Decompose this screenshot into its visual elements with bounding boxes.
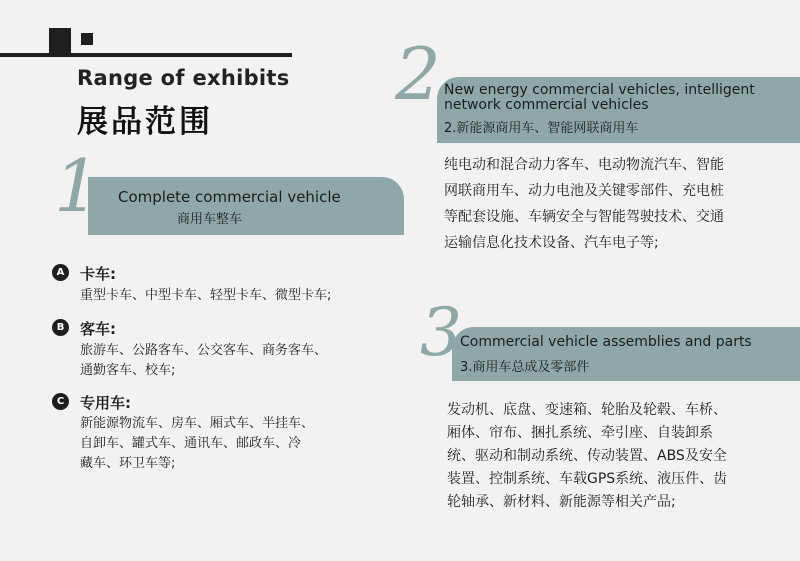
page-title-cn: 展品范围	[77, 104, 213, 140]
section2-body	[444, 152, 794, 256]
section2-title-cn: 2.新能源商用车、智能网联商用车	[444, 121, 639, 136]
header-rule	[0, 53, 292, 57]
text-line: 新能源物流车、房车、厢式车、半挂车、	[80, 416, 315, 431]
category-title-special-vehicle: 专用车:	[80, 394, 131, 412]
category-badge-c: C	[52, 393, 69, 410]
section3-body	[447, 399, 797, 514]
text-line: 统、驱动和制动系统、传动装置、ABS及安全	[447, 448, 727, 464]
text-line: 网联商用车、动力电池及关键零部件、充电桩	[444, 183, 724, 199]
text-line: 装置、控制系统、车载GPS系统、液压件、齿	[447, 471, 728, 487]
text-line: 厢体、帘布、捆扎系统、牵引座、自装卸系	[447, 425, 713, 441]
section3-number: 3	[420, 294, 462, 371]
text-line: 通勤客车、校车;	[80, 363, 176, 378]
section2-title-en-line1: New energy commercial vehicles, intelligent	[444, 82, 755, 98]
category-body-truck	[80, 286, 410, 306]
category-title-truck: 卡车:	[80, 265, 116, 283]
category-badge-b: B	[52, 319, 69, 336]
section1-banner	[88, 177, 404, 235]
text-line: 发动机、底盘、变速箱、轮胎及轮毂、车桥、	[447, 402, 727, 418]
text-line: 运输信息化技术设备、汽车电子等;	[444, 235, 659, 251]
section1-number: 1	[54, 144, 100, 228]
text-line: 藏车、环卫车等;	[80, 456, 176, 471]
category-badge-a: A	[52, 264, 69, 281]
text-line: 重型卡车、中型卡车、轻型卡车、微型卡车;	[80, 288, 332, 303]
text-line: 旅游车、公路客车、公交客车、商务客车、	[80, 343, 328, 358]
category-body-bus	[80, 341, 410, 381]
section2-title-en-line2: network commercial vehicles	[444, 97, 649, 113]
category-body-special-vehicle	[80, 414, 410, 474]
section1-title-cn: 商用车整车	[177, 212, 243, 227]
text-line: 轮轴承、新材料、新能源等相关产品;	[447, 494, 676, 510]
decorative-square-large	[49, 28, 71, 54]
page-title-en: Range of exhibits	[77, 66, 290, 90]
section2-number: 2	[395, 32, 441, 116]
text-line: 等配套设施、车辆安全与智能驾驶技术、交通	[444, 209, 724, 225]
section3-title-en: Commercial vehicle assemblies and parts	[460, 334, 752, 350]
text-line: 自卸车、罐式车、通讯车、邮政车、冷	[80, 436, 302, 451]
decorative-square-small	[81, 33, 93, 45]
category-title-bus: 客车:	[80, 320, 116, 338]
section3-title-cn: 3.商用车总成及零部件	[460, 360, 590, 375]
section1-title-en: Complete commercial vehicle	[118, 188, 341, 206]
text-line: 纯电动和混合动力客车、电动物流汽车、智能	[444, 157, 724, 173]
